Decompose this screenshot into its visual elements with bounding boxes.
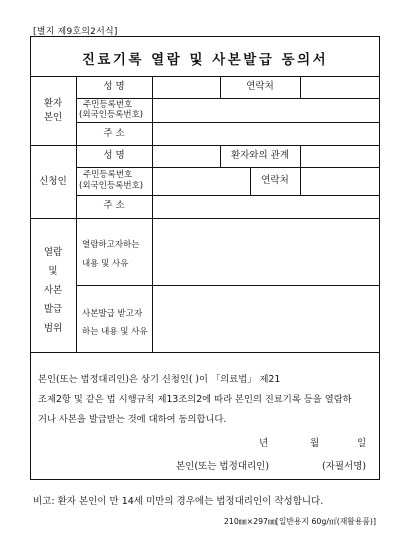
patient-id-label-2: (외국인등록번호) — [79, 110, 144, 120]
patient-address-field[interactable] — [153, 123, 379, 144]
patient-section-label-1: 환자 — [43, 98, 63, 109]
applicant-address-label: 주 소 — [103, 200, 125, 211]
applicant-id-label-2: (외국인등록번호) — [79, 181, 144, 191]
patient-section-label-2: 본인 — [43, 112, 63, 123]
patient-name-field[interactable] — [153, 77, 219, 97]
copy-purpose-label-1: 사본발급 받고자 — [82, 309, 143, 319]
copy-purpose-field[interactable] — [153, 286, 379, 351]
patient-contact-field[interactable] — [301, 77, 379, 97]
applicant-id-label-1: 주민등록번호 — [83, 170, 133, 180]
patient-contact-label: 연락처 — [246, 81, 274, 92]
purpose-section-label-5: 범위 — [43, 323, 63, 334]
consent-line-3: 거나 사본을 발급받는 것에 대하여 동의합니다. — [38, 414, 227, 425]
applicant-name-label: 성 명 — [103, 150, 125, 161]
col-section-label — [76, 76, 77, 352]
consent-statement — [38, 370, 374, 430]
applicant-contact-label: 연락처 — [261, 175, 289, 186]
patient-id-field[interactable] — [153, 99, 379, 121]
applicant-contact-field[interactable] — [301, 168, 379, 194]
paper-spec: 210㎜×297㎜[일반용지 60g/㎡(재활용품)] — [223, 517, 376, 526]
form-number: [별지 제9호의2서식] — [33, 27, 118, 37]
consent-line-1: 본인(또는 법정대리인)은 상기 신청인( )이 「의료법」 제21 — [38, 374, 281, 385]
purpose-section-label-2: 및 — [48, 266, 58, 277]
patient-name-label: 성 명 — [103, 81, 125, 92]
purpose-section-label-1: 열람 — [43, 247, 63, 258]
applicant-relation-label: 환자와의 관계 — [230, 150, 290, 161]
applicant-id-field[interactable] — [153, 168, 249, 194]
applicant-address-field[interactable] — [153, 196, 379, 217]
date-year-label: 년 — [259, 438, 269, 449]
applicant-name-field[interactable] — [153, 146, 219, 166]
purpose-section-label-4: 발급 — [43, 304, 63, 315]
date-day-label: 일 — [357, 438, 367, 449]
view-purpose-label-2: 내용 및 사유 — [82, 259, 129, 269]
purpose-section-label-3: 사본 — [43, 285, 63, 296]
divider-purpose-end — [30, 352, 380, 353]
signature-label: (자필서명) — [322, 461, 367, 472]
view-purpose-field[interactable] — [153, 219, 379, 284]
copy-purpose-label-2: 하는 내용 및 사유 — [82, 327, 148, 337]
footnote: 비고: 환자 본인이 만 14세 미만의 경우에는 법정대리인이 작성합니다. — [33, 496, 324, 507]
patient-id-label-1: 주민등록번호 — [83, 100, 133, 110]
signature-field[interactable] — [282, 458, 318, 474]
patient-address-label: 주 소 — [103, 128, 125, 139]
signer-label: 본인(또는 법정대리인) — [176, 461, 270, 472]
applicant-section-label: 신청인 — [39, 176, 67, 187]
applicant-relation-field[interactable] — [301, 146, 379, 166]
date-month-label: 월 — [310, 438, 320, 449]
form-title: 진료기록 열람 및 사본발급 동의서 — [81, 52, 329, 68]
consent-line-2: 조제2항 및 같은 법 시행규칙 제13조의2에 따라 본인의 진료기록 등을 열람하 — [38, 394, 352, 405]
view-purpose-label-1: 열람하고자하는 — [82, 240, 140, 250]
